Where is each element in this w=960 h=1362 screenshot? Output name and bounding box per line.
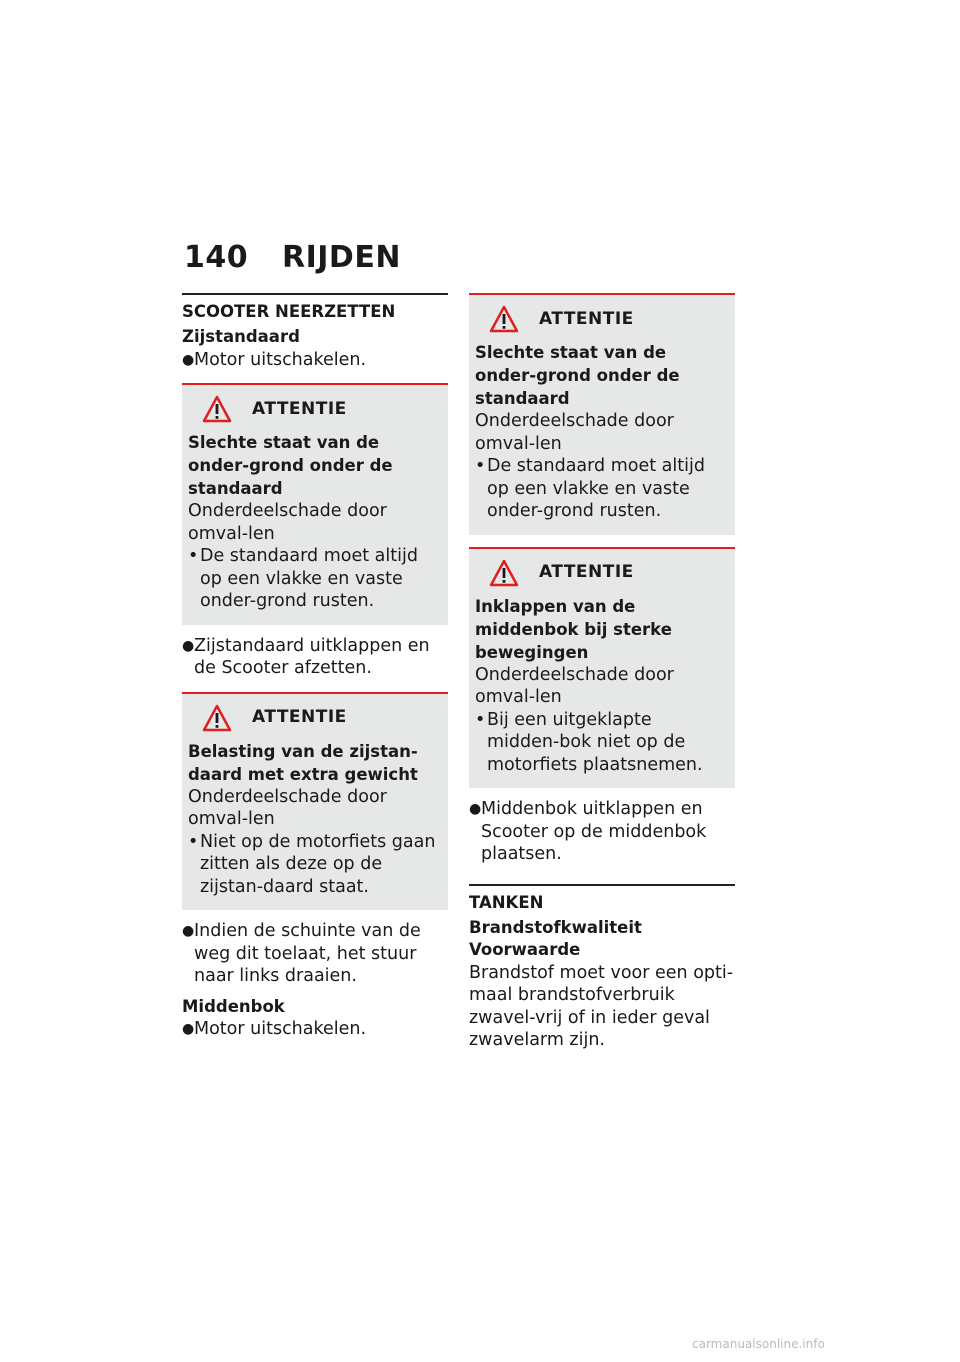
warning-header: [489, 559, 729, 587]
warning-text: Onderdeelschade door omval-len: [475, 664, 674, 707]
bullet-icon: ●: [182, 637, 195, 654]
warning-header: [489, 305, 729, 333]
warning-text: Onderdeelschade door omval-len: [188, 501, 387, 544]
watermark-text: carmanualsonline.info: [692, 1337, 825, 1351]
warning-title: Belasting van de zijstan-daard met extra gewicht: [188, 741, 418, 784]
bullet-icon: ●: [182, 923, 195, 939]
warning-triangle-icon: [202, 704, 232, 732]
warning-box: [182, 383, 448, 625]
warning-box: [469, 547, 735, 789]
warning-label: ATTENTIE: [252, 707, 347, 728]
warning-bullet: • Bij een uitgeklapte midden-bok niet op de motorfiets plaatsnemen.: [475, 709, 703, 775]
body-text-brandstof: Brandstof moet voor een opti-maal brandstofverbruik zwavel-vrij of in ieder geval zwavelarm zijn.: [469, 962, 734, 1050]
step-stuur-draaien: ● Indien de schuinte van de weg dit toelaat, het stuur naar links draaien.: [182, 921, 421, 986]
warning-header: [202, 395, 442, 423]
warning-bullet: • De standaard moet altijd op een vlakke en vaste onder-grond rusten.: [188, 546, 418, 611]
warning-triangle-icon: [489, 559, 519, 587]
warning-triangle-icon: [202, 395, 232, 423]
warning-label: ATTENTIE: [539, 562, 634, 583]
warning-text: Onderdeelschade door omval-len: [475, 411, 674, 454]
warning-triangle-icon: [489, 305, 519, 333]
warning-bullet: • Niet op de motorfiets gaan zitten als deze op de zijstan-daard staat.: [188, 831, 436, 897]
right-column: [469, 293, 735, 1052]
subheading-zijstandaard: Zijstandaard: [182, 327, 300, 346]
warning-header: [202, 704, 442, 732]
bullet-icon: •: [475, 709, 486, 730]
subheading-brandstofkwaliteit: Brandstofkwaliteit: [469, 917, 642, 937]
warning-bullet: • De standaard moet altijd op een vlakke en vaste onder-grond rusten.: [475, 456, 705, 521]
step-middenbok-uitklappen: ● Middenbok uitklappen en Scooter op de middenbok plaatsen.: [469, 799, 707, 864]
warning-title: Inklappen van de middenbok bij sterke bewegingen: [475, 596, 672, 662]
step-motor-uitschakelen-2: ● Motor uitschakelen.: [182, 1019, 367, 1039]
subheading-voorwaarde: Voorwaarde: [469, 940, 581, 959]
page-number: 140: [184, 240, 249, 275]
step-motor-uitschakelen: ● Motor uitschakelen.: [182, 349, 367, 370]
section-title-scooter-neerzetten: SCOOTER NEERZETTEN: [182, 293, 448, 323]
bullet-icon: •: [188, 831, 199, 852]
bullet-icon: ●: [469, 801, 482, 817]
warning-label: ATTENTIE: [252, 398, 347, 419]
page-header: [184, 240, 401, 275]
bullet-icon: •: [475, 456, 486, 476]
left-column: [182, 293, 448, 1041]
warning-text: Onderdeelschade door omval-len: [188, 786, 387, 829]
warning-box: [182, 692, 448, 911]
subheading-middenbok: Middenbok: [182, 996, 285, 1016]
section-title-tanken: TANKEN: [469, 884, 735, 914]
chapter-title: RIJDEN: [282, 240, 401, 275]
warning-title: Slechte staat van de onder-grond onder de standaard: [475, 343, 680, 408]
step-zijstandaard-uitklappen: ● Zijstandaard uitklappen en de Scooter afzetten.: [182, 635, 430, 678]
warning-box: [469, 293, 735, 535]
warning-title: Slechte staat van de onder-grond onder de standaard: [188, 433, 393, 498]
bullet-icon: ●: [182, 1021, 195, 1037]
bullet-icon: ●: [182, 351, 195, 368]
bullet-icon: •: [188, 546, 199, 566]
warning-label: ATTENTIE: [539, 308, 634, 329]
